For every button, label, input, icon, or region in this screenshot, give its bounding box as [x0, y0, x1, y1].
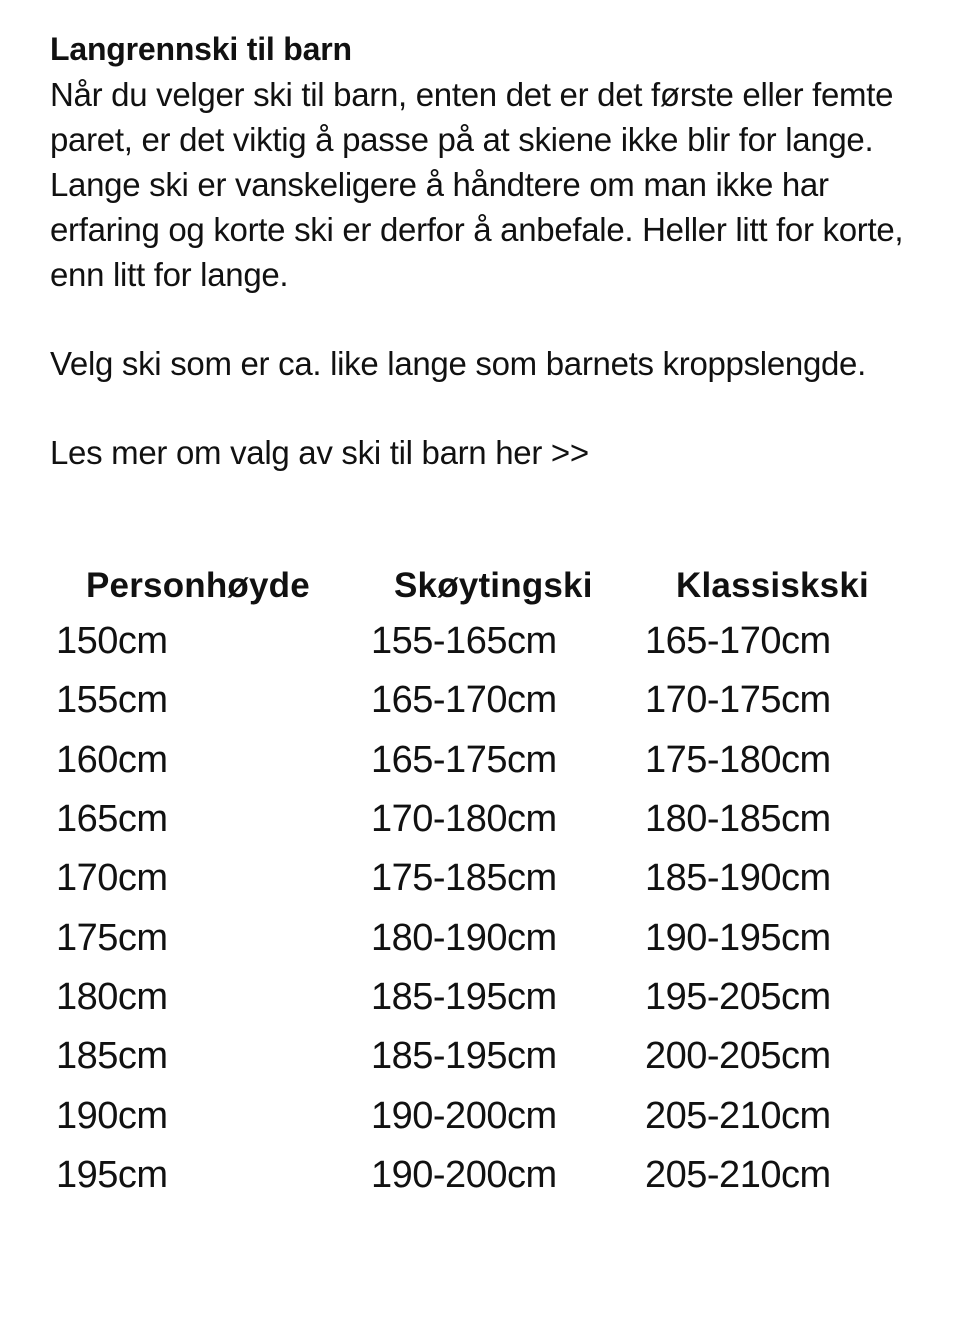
skating-ski-cell: 185-195cm — [371, 1035, 557, 1078]
person-height-cell: 185cm — [56, 1035, 168, 1078]
table-row — [56, 849, 925, 908]
article-title: Langrennski til barn — [50, 31, 352, 67]
person-height-cell: 160cm — [56, 738, 168, 781]
table-row — [56, 671, 925, 730]
column-header-classic-ski: Klassiskski — [676, 566, 869, 605]
classic-ski-cell: 165-170cm — [645, 620, 831, 663]
skating-ski-cell: 185-195cm — [371, 975, 557, 1018]
paragraph-spacer — [50, 386, 930, 430]
table-row — [56, 1027, 925, 1086]
table-row — [56, 1146, 925, 1205]
person-height-cell: 170cm — [56, 857, 168, 900]
classic-ski-cell: 180-185cm — [645, 798, 831, 841]
person-height-cell: 195cm — [56, 1153, 168, 1196]
table-row — [56, 790, 925, 849]
person-height-cell: 175cm — [56, 916, 168, 959]
skating-ski-cell: 165-170cm — [371, 679, 557, 722]
article — [50, 26, 930, 475]
person-height-cell: 165cm — [56, 798, 168, 841]
skating-ski-cell: 180-190cm — [371, 916, 557, 959]
ski-size-table — [56, 560, 925, 1205]
skating-ski-cell: 155-165cm — [371, 620, 557, 663]
classic-ski-cell: 190-195cm — [645, 916, 831, 959]
classic-ski-cell: 185-190cm — [645, 857, 831, 900]
classic-ski-cell: 195-205cm — [645, 975, 831, 1018]
skating-ski-cell: 175-185cm — [371, 857, 557, 900]
table-header-row — [56, 560, 925, 612]
skating-ski-cell: 190-200cm — [371, 1153, 557, 1196]
skating-ski-cell: 165-175cm — [371, 738, 557, 781]
classic-ski-cell: 205-210cm — [645, 1094, 831, 1137]
read-more-link[interactable]: Les mer om valg av ski til barn her >> — [50, 434, 589, 471]
table-row — [56, 908, 925, 967]
column-header-person-height: Personhøyde — [86, 566, 310, 605]
table-row — [56, 612, 925, 671]
person-height-cell: 150cm — [56, 620, 168, 663]
classic-ski-cell: 170-175cm — [645, 679, 831, 722]
skating-ski-cell: 170-180cm — [371, 798, 557, 841]
table-row — [56, 1086, 925, 1145]
person-height-cell: 180cm — [56, 975, 168, 1018]
intro-paragraph: Når du velger ski til barn, enten det er det første eller femte paret, er det viktig å passe på at skiene ikke blir for lange. Lange ski er vanskeligere å håndtere om man ikke har erfaring og korte ski er derfor å anbefale. Heller litt for korte, enn litt for lange. — [50, 76, 904, 293]
classic-ski-cell: 200-205cm — [645, 1035, 831, 1078]
classic-ski-cell: 175-180cm — [645, 738, 831, 781]
skating-ski-cell: 190-200cm — [371, 1094, 557, 1137]
table-row — [56, 731, 925, 790]
table-row — [56, 968, 925, 1027]
classic-ski-cell: 205-210cm — [645, 1153, 831, 1196]
column-header-skating-ski: Skøytingski — [394, 566, 593, 605]
paragraph-spacer — [50, 297, 930, 341]
advice-paragraph: Velg ski som er ca. like lange som barnets kroppslengde. — [50, 345, 866, 382]
person-height-cell: 155cm — [56, 679, 168, 722]
person-height-cell: 190cm — [56, 1094, 168, 1137]
